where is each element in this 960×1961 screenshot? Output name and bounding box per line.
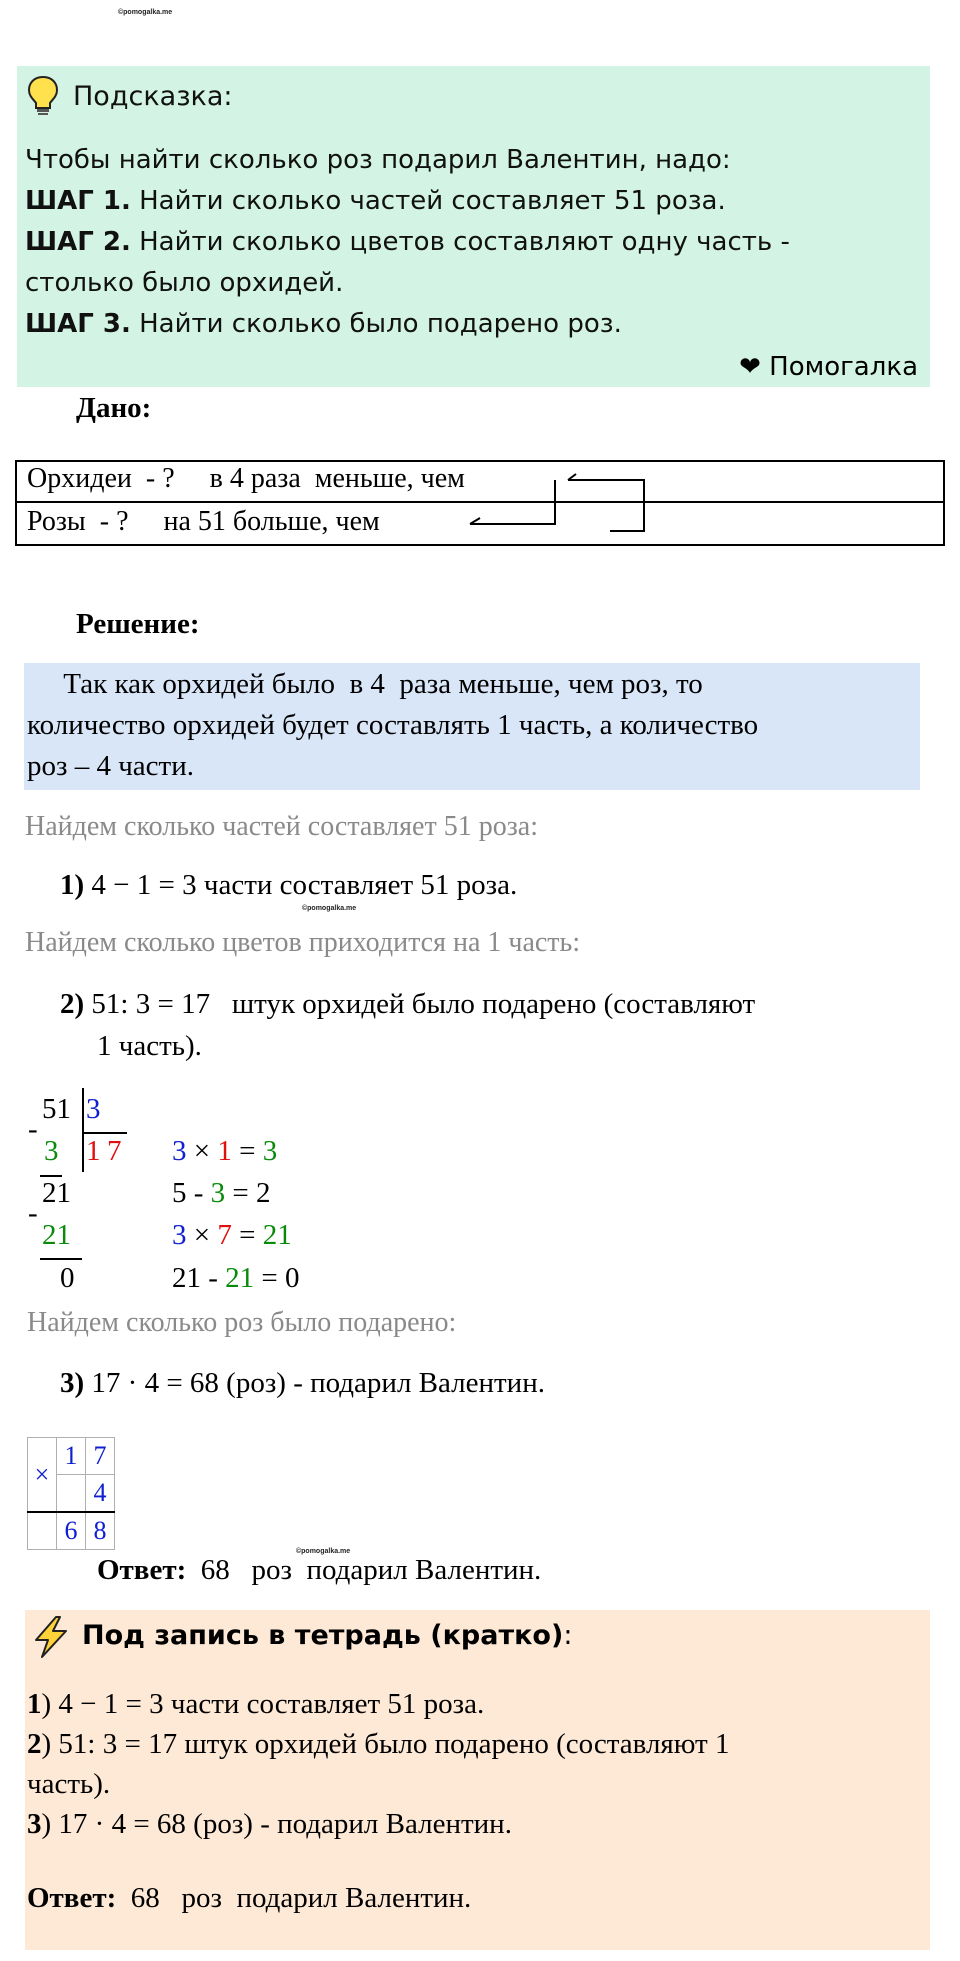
note-step-2 [27,1728,729,1761]
digit: 7 [86,1438,115,1475]
step-text: 4 − 1 = 3 части составляет 51 роза. [84,869,518,901]
step-number: 3 [27,1808,42,1840]
step-number: 1) [60,869,85,901]
watermark: ©pomogalka.me [296,1548,351,1555]
underline [40,1258,82,1260]
hint-step-2 [25,222,790,262]
check-op: 21 - [172,1262,226,1294]
step-number: 2 [27,1728,42,1760]
given-row-roses: Розы - ? на 51 больше, чем [27,506,380,537]
remainder: 21 [42,1177,71,1209]
explanation-line: роз – 4 части. [27,750,194,782]
check-op: × [186,1135,218,1167]
remainder: 0 [60,1262,75,1294]
division-bar [82,1088,84,1172]
answer-label: Ответ: [97,1554,187,1586]
check-value: 3 [172,1219,187,1251]
check-value: 21 [262,1219,292,1251]
solution-step-2 [60,988,755,1021]
digit [57,1475,86,1513]
minus-sign: - [28,1113,38,1145]
hint-intro: Чтобы найти сколько роз подарил Валентин, надо: [25,145,731,175]
colon: : [563,1620,573,1651]
step-text: ) 51: 3 = 17 штук орхидей было подарено (составляют 1 [41,1728,730,1760]
watermark: ©pomogalka.me [118,9,173,16]
subtrahend: 21 [42,1219,71,1251]
divisor: 3 [86,1093,101,1125]
column-multiplication [27,1437,115,1550]
step-number: 3) [60,1367,85,1399]
answer-label: Ответ: [27,1882,117,1914]
check-op: = 0 [254,1262,300,1294]
check-value: 3 [172,1135,187,1167]
solution-step-1 [60,869,517,902]
step-text: ) 4 − 1 = 3 части составляет 51 роза. [41,1688,485,1720]
minus-sign: - [28,1197,38,1229]
note-step-2-cont: часть). [27,1768,111,1800]
step-hint: Найдем сколько частей составляет 51 роза: [25,811,538,842]
hint-step-2-cont: столько было орхидей. [25,268,344,298]
given-heading: Дано: [76,392,152,424]
step-text: Найти сколько частей составляет 51 роза. [130,186,726,216]
step-number: 1 [27,1688,42,1720]
given-row-orchids: Орхидеи - ? в 4 раза меньше, чем [27,463,465,494]
check-line [172,1177,271,1210]
empty-cell [28,1512,57,1550]
note-step-3 [27,1808,512,1841]
check-op: = 2 [225,1177,271,1209]
explanation-line: Так как орхидей было в 4 раза меньше, чем роз, то [27,668,703,700]
check-line [172,1262,300,1295]
check-line [172,1219,292,1252]
multiply-sign: × [28,1438,57,1513]
explanation-line: количество орхидей будет составлять 1 часть, а количество [27,709,759,741]
quotient-line [83,1132,127,1134]
step-label: ШАГ 3. [25,309,131,339]
step-text: Найти сколько было подарено роз. [130,309,622,339]
notebook-title-text: Под запись в тетрадь (кратко) [82,1620,564,1651]
watermark: ©pomogalka.me [302,905,357,912]
hint-step-1 [25,181,726,221]
hint-title: Подсказка: [73,81,233,112]
answer-text: 68 роз подарил Валентин. [186,1554,542,1586]
answer-text: 68 роз подарил Валентин. [116,1882,472,1914]
check-value: 3 [262,1135,278,1167]
answer [97,1554,541,1587]
step-label: ШАГ 2. [25,227,131,257]
step-text: Найти сколько цветов составляют одну часть - [130,227,790,257]
check-value: 21 [225,1262,255,1294]
heart-icon: ❤ [739,352,761,382]
hint-step-3 [25,304,622,344]
quotient-digit: 7 [107,1135,122,1167]
subtrahend: 3 [44,1135,59,1167]
check-line [172,1135,277,1168]
digit: 8 [86,1512,115,1550]
digit: 1 [57,1438,86,1475]
digit: 6 [57,1512,86,1550]
solution-step-3 [60,1367,545,1400]
check-op: = [231,1219,263,1251]
step-text: ) 17 · 4 = 68 (роз) - подарил Валентин. [41,1808,512,1840]
lightbulb-icon [26,74,60,116]
check-op: × [186,1219,218,1251]
step-text: 51: 3 = 17 штук орхидей было подарено (составляют [84,988,756,1020]
dividend: 51 [42,1093,71,1125]
check-value: 7 [217,1219,232,1251]
check-op: = [231,1135,263,1167]
comparison-arrows [460,465,660,545]
solution-step-2-cont: 1 часть). [97,1030,202,1062]
step-number: 2) [60,988,85,1020]
notebook-title [82,1620,572,1651]
brand-name: Помогалка [769,352,918,382]
check-op: 5 - [172,1177,211,1209]
digit: 4 [86,1475,115,1513]
step-hint: Найдем сколько роз было подарено: [27,1307,457,1338]
lightning-icon [28,1614,74,1660]
quotient-digit: 1 [86,1135,101,1167]
check-value: 1 [217,1135,232,1167]
step-label: ШАГ 1. [25,186,131,216]
note-answer [27,1882,471,1915]
step-hint: Найдем сколько цветов приходится на 1 часть: [25,927,581,958]
solution-heading: Решение: [76,608,200,640]
note-step-1 [27,1688,484,1721]
step-text: 17 · 4 = 68 (роз) - подарил Валентин. [84,1367,545,1399]
brand [739,352,918,382]
check-value: 3 [210,1177,226,1209]
